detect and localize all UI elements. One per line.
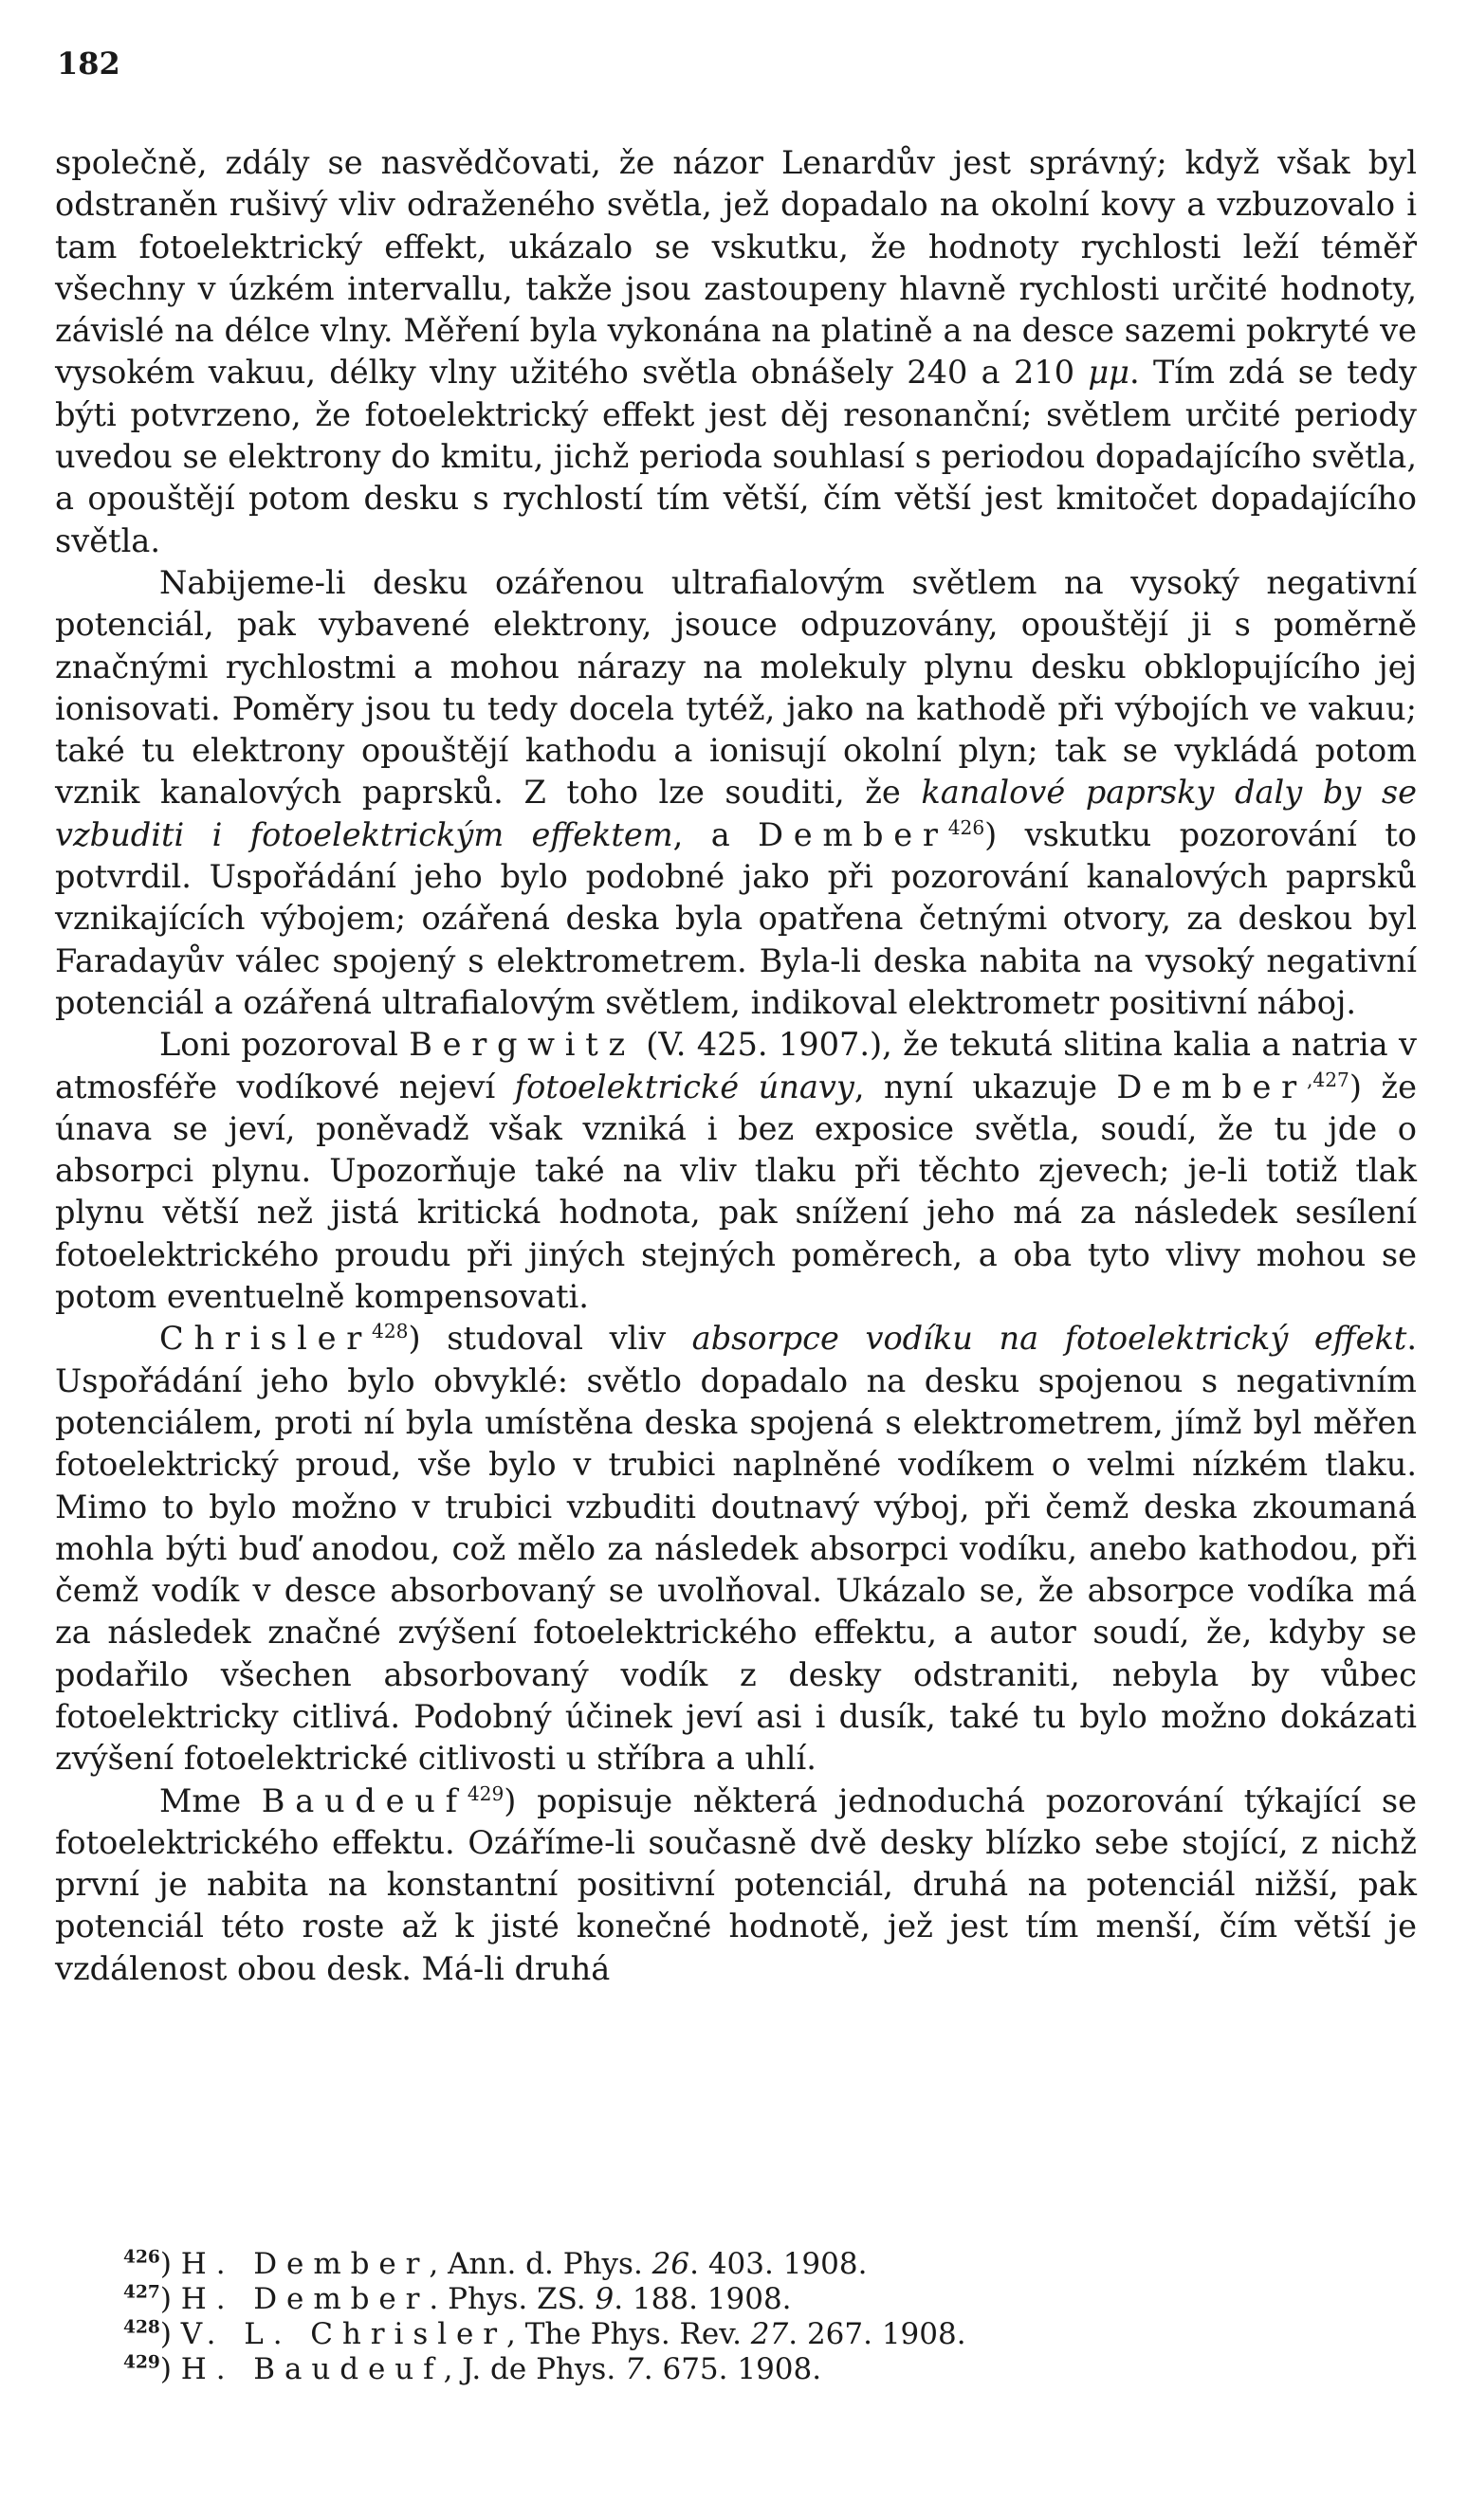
footnote-paren: ) (159, 2317, 181, 2351)
footnote-author: H. Baudeuf (180, 2352, 444, 2386)
page-number: 182 (57, 46, 120, 82)
footnote-rest: . 675. 1908. (643, 2352, 822, 2386)
text-run: . Uspořádání jeho bylo obvyklé: světlo dopadalo na desku spojenou s negativním potenciálem, proti ní byla umístěna deska spojená s elektrometrem, jímž byl měřen fotoelektrický proud, vše bylo v trubici naplněné vodíkem o velmi nízkém tlaku. Mimo to bylo možno v trubici vzbuditi doutnavý výboj, při čemž deska zkoumaná mohla býti buď anodou, což mělo za následek absorpci vodíku, anebo kathodou, při čemž vodík v desce absorbovaný se uvolňoval. Ukázalo se, že absorpce vodíka má za následek značné zvýšení fotoelektrického effektu, a autor soudí, že, kdyby se podařilo všechen absorbovaný vodík z desky odstraniti, nebyla by vůbec fotoelektricky citlivá. Podobný účinek jeví asi i dusík, také tu bylo možno dokázati zvýšení fotoelektrické citlivosti u stříbra a uhlí. (55, 1320, 1417, 1778)
paragraph (55, 562, 1417, 1024)
footnote (123, 2317, 1356, 2352)
footnote-number: 428 (123, 2317, 160, 2338)
footnote-rest: . 188. 1908. (614, 2282, 792, 2316)
text-run: Loni pozoroval (159, 1026, 410, 1064)
text-run: ) že únava se jeví, poněvadž však vzniká i bez exposice světla, soudí, že tu jde o absorpci plynu. Upozorňuje také na vliv tlaku při těchto zjevech; je-li totiž tlak plynu větší než jistá kritická hodnota, pak snížení jeho má za následek sesílení fotoelektrického proudu při jiných stejných poměrech, a oba tyto vlivy mohou se potom eventuelně kompensovati. (55, 1068, 1417, 1316)
footnote-rest: . 267. 1908. (788, 2317, 966, 2351)
footnote-ref: 429 (467, 1781, 505, 1805)
footnote-volume: 7 (625, 2352, 644, 2386)
text-run: . Tím zdá se tedy býti potvrzeno, že fotoelektrický effekt jest děj resonanční; světlem určité periody uvedou se elektrony do kmitu, jichž perioda souhlasí s periodou dopadajícího světla, a opouštějí potom desku s rychlostí tím větší, čím větší jest kmitočet dopadajícího světla. (55, 354, 1417, 559)
author-name: Bergwitz (409, 1026, 635, 1064)
text-run: Nabijeme-li desku ozářenou ultrafialovým světlem na vysoký negativní potenciál, pak vybavené elektrony, jsouce odpuzovány, opouštějí ji s poměrně značnými rychlostmi a mohou nárazy na molekuly plynu desku obklopujícího jej ionisovati. Poměry jsou tu tedy docela tytéž, jako na kathodě při výbojích ve vakuu; také tu elektrony opouštějí kathodu a ionisují okolní plyn; tak se vykládá potom vznik kanalových paprsků. Z toho lze souditi, že (55, 563, 1417, 812)
footnote-number: 429 (123, 2352, 160, 2373)
author-name: Baudeuf (261, 1781, 468, 1819)
footnote-ref: 428 (372, 1320, 409, 1343)
footnote-number: 426 (123, 2247, 160, 2268)
text-run: (V. 425. 1907.), že tekutá slitina kalia a natria v atmosféře vodíkové nejeví (55, 1026, 1417, 1105)
footnote-rest: . 403. 1908. (689, 2247, 868, 2281)
text-run: společně, zdály se nasvědčovati, že názor Lenardův jest správný; když však byl odstraněn rušivý vliv odraženého světla, jež dopadalo na okolní kovy a vzbuzovalo i tam fotoelektrický effekt, ukázalo se vskutku, že hodnoty rychlosti leží téměř všechny v úzkém intervallu, takže jsou zastoupeny hlavně rychlosti určité hodnoty, závislé na délce vlny. Měření byla vykonána na platině a na desce sazemi pokryté ve vysokém vakuu, délky vlny užitého světla obnášely 240 a 210 (55, 144, 1417, 392)
footnote (123, 2247, 1356, 2282)
author-name: Dember (1116, 1068, 1307, 1105)
paragraph (55, 142, 1417, 562)
body-text (55, 142, 1417, 1990)
footnote-ref: , The Phys. Rev. (506, 2317, 751, 2351)
footnote-ref: 426 (947, 815, 985, 839)
footnote-ref: ,427 (1306, 1068, 1349, 1091)
paragraph (55, 1024, 1417, 1318)
text-run: ) studoval vliv (408, 1320, 692, 1358)
footnote-volume: 26 (651, 2247, 690, 2281)
emphasis-text: μμ (1088, 354, 1130, 392)
text-run: ) popisuje některá jednoduchá pozorování týkající se fotoelektrického effektu. Ozáříme-li současně dvě desky blízko sebe stojící, z nichž první je nabita na konstantní positivní potenciál, druhá na potenciál nižší, pak potenciál této roste až k jisté konečné hodnotě, jež jest tím menší, čím větší je vzdálenost obou desk. Má-li druhá (55, 1781, 1417, 1987)
footnote-number: 427 (123, 2282, 160, 2303)
author-name: Dember (758, 815, 948, 853)
footnote (123, 2282, 1356, 2317)
footnote-volume: 27 (750, 2317, 789, 2351)
footnotes (123, 2247, 1356, 2387)
footnote-ref: , Ann. d. Phys. (429, 2247, 652, 2281)
footnote-paren: ) (159, 2247, 181, 2281)
paragraph (55, 1780, 1417, 1990)
text-run: , nyní ukazuje (853, 1068, 1117, 1105)
footnote-author: H. Dember (180, 2247, 430, 2281)
footnote (123, 2352, 1356, 2387)
emphasis-text: fotoelektrické únavy (514, 1068, 854, 1105)
footnote-paren: ) (159, 2282, 181, 2316)
footnote-author: H. Dember (180, 2282, 430, 2316)
text-run: Mme (159, 1781, 262, 1819)
footnote-author: V. L. Chrisler (180, 2317, 507, 2351)
footnote-paren: ) (159, 2352, 181, 2386)
footnote-volume: 9 (595, 2282, 615, 2316)
emphasis-text: kanalové paprsky daly by se vzbuditi i fotoelektrickým effektem (55, 774, 1417, 853)
text-run: ) vskutku pozorování to potvrdil. Uspořádání jeho bylo podobné jako při pozorování kanalových paprsků vznikajících výbojem; ozářená deska byla opatřena četnými otvory, za deskou byl Faradayův válec spojený s elektrometrem. Byla-li deska nabita na vysoký negativní potenciál a ozářená ultrafialovým světlem, indikoval elektrometr positivní náboj. (55, 815, 1418, 1021)
text-run: , a (672, 815, 759, 853)
footnote-ref: , J. de Phys. (443, 2352, 626, 2386)
paragraph (55, 1318, 1417, 1780)
emphasis-text: absorpce vodíku na fotoelektrický effekt (691, 1320, 1407, 1358)
author-name: Chrisler (159, 1320, 373, 1358)
footnote-ref: . Phys. ZS. (429, 2282, 596, 2316)
